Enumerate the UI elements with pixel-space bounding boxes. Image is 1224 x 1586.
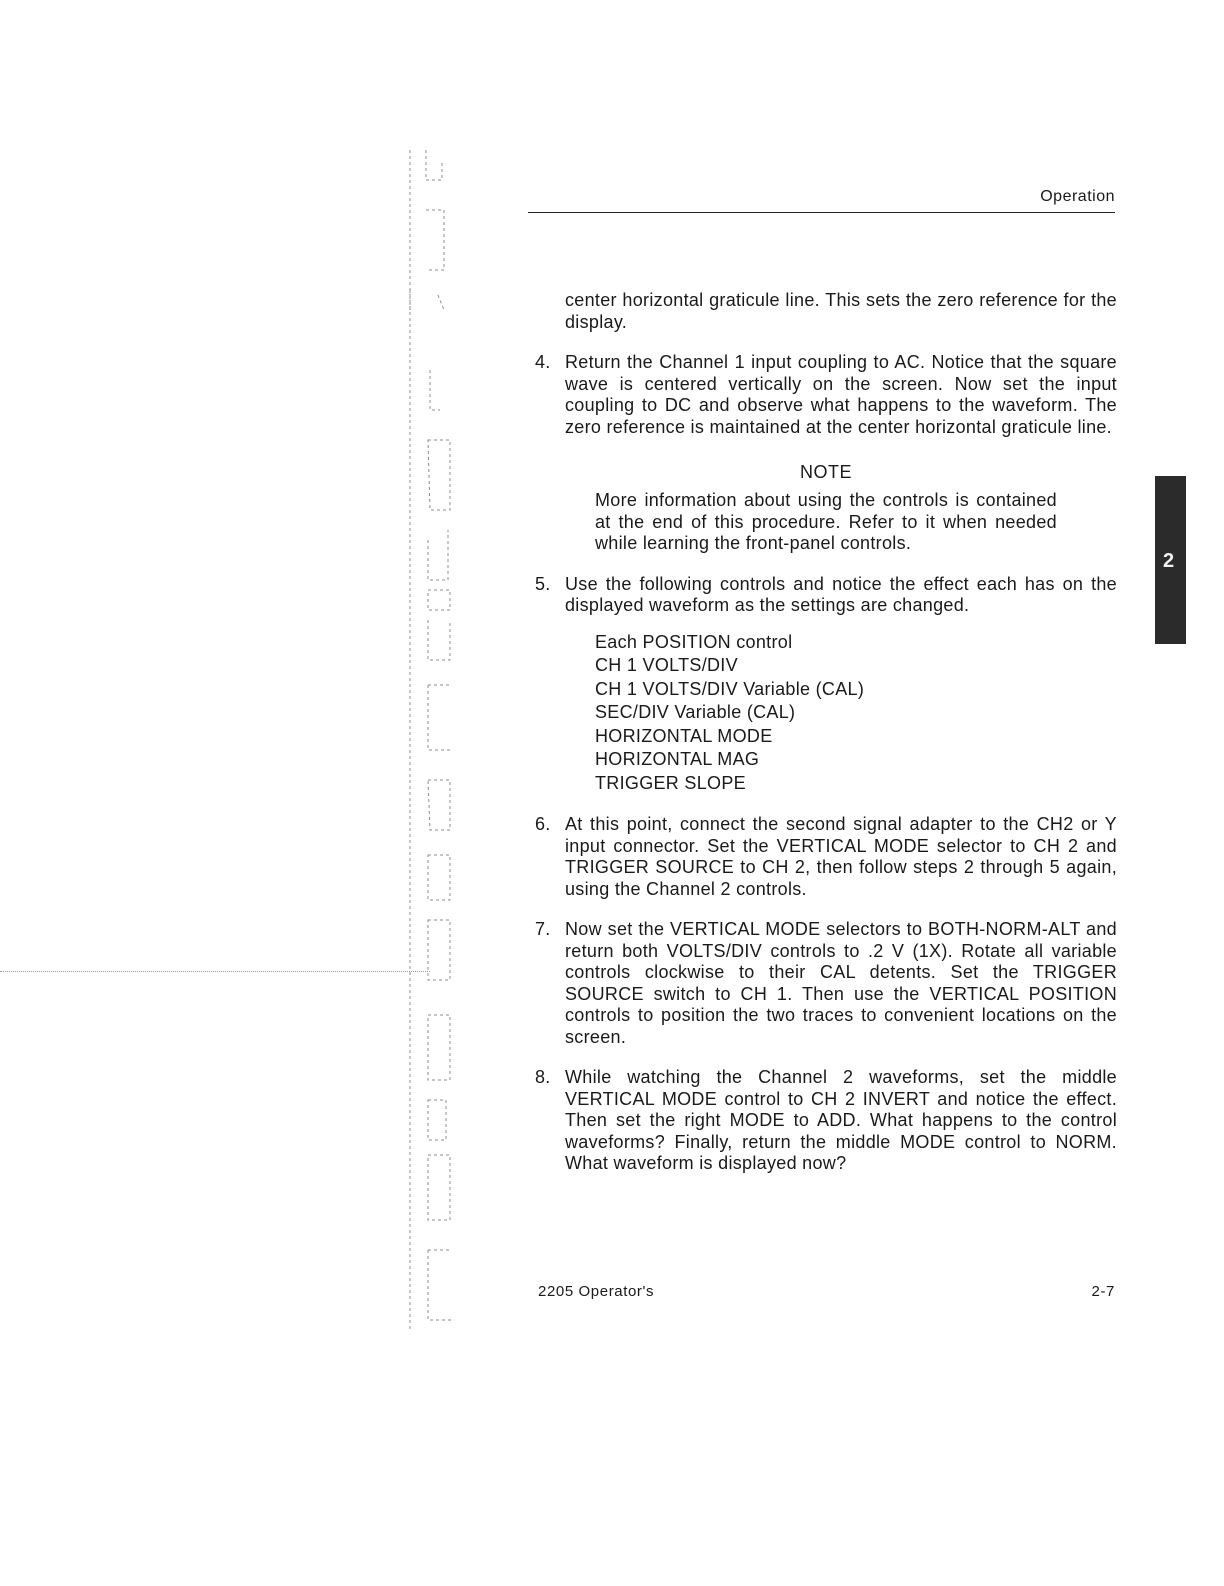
list-item: TRIGGER SLOPE xyxy=(595,772,746,793)
step-number: 6. xyxy=(535,814,551,834)
section-name: Operation xyxy=(1040,188,1115,205)
step-number: 8. xyxy=(535,1067,551,1087)
list-item: CH 1 VOLTS/DIV Variable (CAL) xyxy=(595,678,865,699)
binding-edge-marks xyxy=(404,130,464,1330)
list-item: CH 1 VOLTS/DIV xyxy=(595,655,738,675)
scan-artifact-rule xyxy=(0,971,430,972)
note-box xyxy=(595,462,1057,555)
list-item: HORIZONTAL MAG xyxy=(595,749,760,769)
step-6 xyxy=(535,814,1117,900)
list-item: SEC/DIV Variable (CAL) xyxy=(595,702,796,722)
step-8 xyxy=(535,1067,1117,1175)
manual-title: 2205 Operator's xyxy=(538,1283,655,1300)
note-text: More information about using the controls is contained at the end of this procedure. Refer to it when needed while learning the front-panel controls. xyxy=(595,490,1057,553)
list-item: HORIZONTAL MODE xyxy=(595,725,773,746)
step-4 xyxy=(535,352,1117,438)
step-number: 4. xyxy=(535,352,551,372)
step-text: At this point, connect the second signal adapter to the CH2 or Y input connector. Set the VERTICAL MODE selector to CH 2 and TRIGGER SOURCE to CH 2, then follow steps 2 through 5 again, using the Channel 2 controls. xyxy=(565,814,1117,899)
chapter-tab xyxy=(1155,476,1186,644)
page-number: 2-7 xyxy=(1091,1283,1115,1300)
chapter-number: 2 xyxy=(1163,550,1175,572)
step-7 xyxy=(535,919,1117,1048)
step-5 xyxy=(535,574,1117,617)
controls-list xyxy=(535,631,1117,796)
note-title: NOTE xyxy=(799,462,852,482)
step-text: Return the Channel 1 input coupling to AC. Notice that the square wave is centered vertically on the screen. Now set the input coupling to DC and observe what happens to the waveform. The zero reference is maintained at the center horizontal graticule line. xyxy=(565,352,1117,437)
step-text: Now set the VERTICAL MODE selectors to BOTH-NORM-ALT and return both VOLTS/DIV controls to .2 V (1X). Rotate all variable controls clockwise to their CAL detents. Set the TRIGGER SOURCE switch to CH 1. Then use the VERTICAL POSITION controls to position the two traces to convenient locations on the screen. xyxy=(565,919,1117,1047)
intro-continuation: center horizontal graticule line. This sets the zero reference for the display. xyxy=(565,290,1117,332)
page-body xyxy=(535,290,1117,1175)
step-text: Use the following controls and notice the effect each has on the displayed waveform as the settings are changed. xyxy=(565,573,1117,615)
page-header xyxy=(528,188,1115,213)
step-number: 7. xyxy=(535,919,551,939)
step-number: 5. xyxy=(535,573,551,594)
step-text: While watching the Channel 2 waveforms, set the middle VERTICAL MODE control to CH 2 INVERT and notice the effect. Then set the right MODE to ADD. What happens to the control waveforms? Finally, return the middle MODE control to NORM. What waveform is displayed now? xyxy=(565,1067,1117,1173)
list-item: Each POSITION control xyxy=(595,631,793,652)
